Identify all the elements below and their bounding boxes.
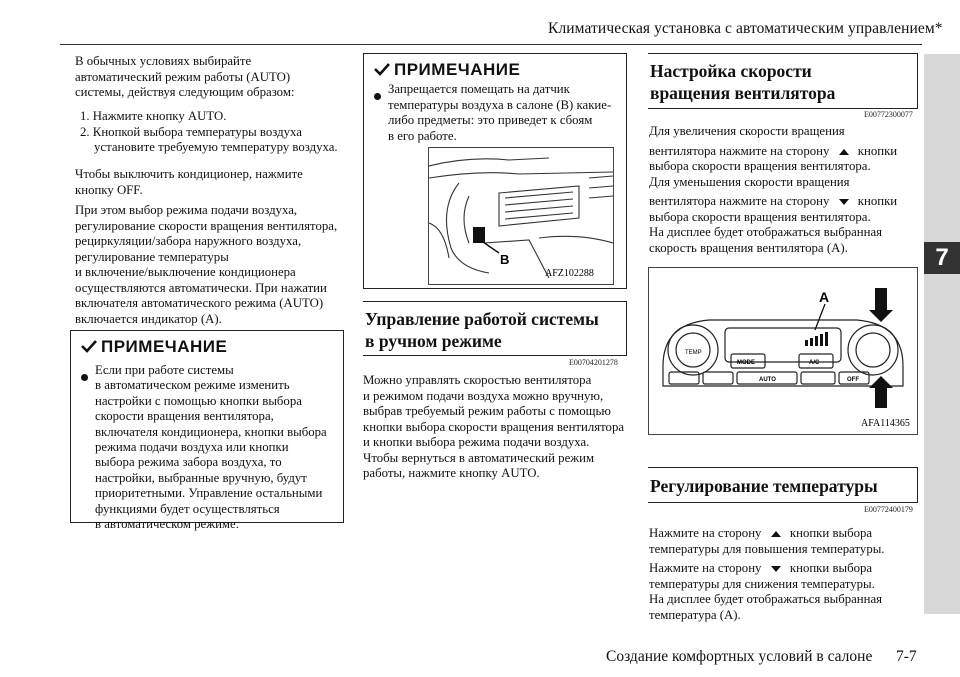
note-bullet <box>374 87 381 105</box>
title-line: Настройка скорости <box>650 61 812 81</box>
section-title: Регулирование температуры <box>650 476 878 496</box>
note-box-sensor <box>363 53 627 289</box>
mode-label: MODE <box>737 360 755 366</box>
text-line: Запрещается помещать на датчик <box>388 82 570 96</box>
text-line: температура (A). <box>649 607 741 622</box>
text-line: выбора скорости вращения вентилятора. <box>649 209 871 224</box>
title-line: вращения вентилятора <box>650 83 836 103</box>
note-bullet <box>81 368 88 386</box>
text-line: Можно управлять скоростью вентилятора <box>363 373 592 387</box>
intro-paragraph <box>75 54 294 101</box>
text-line-with-icon: вентилятора нажмите на сторону кнопки <box>649 143 898 158</box>
temp-paragraph <box>649 526 885 623</box>
figure-code: AFZ102288 <box>545 268 594 279</box>
step-1: 1. Нажмите кнопку AUTO. <box>80 109 227 123</box>
side-tab <box>924 54 960 614</box>
off-label: OFF <box>847 377 859 383</box>
text-line: Для увеличения скорости вращения <box>649 124 845 138</box>
down-arrow-icon <box>839 194 849 208</box>
text-line: работы, нажмите кнопку AUTO. <box>363 466 540 480</box>
text-line: выбрав требуемый режим работы с помощью <box>363 404 611 418</box>
section-title <box>650 60 835 104</box>
steps-list <box>80 109 338 156</box>
control-panel-figure <box>648 267 918 435</box>
auto-paragraph <box>75 203 337 327</box>
section-header-temp <box>648 467 918 503</box>
text-line: На дисплее будет отображаться выбранная <box>649 592 883 606</box>
footer-section-name: Создание комфортных условий в салоне <box>606 648 873 665</box>
text-line-with-icon: вентилятора нажмите на сторону кнопки <box>649 194 898 208</box>
text-line: рециркуляции/забора наружного воздуха, <box>75 234 302 248</box>
text-line: включается индикатор (A). <box>75 311 222 326</box>
text-line: кнопки выбора скорости вращения вентилятора <box>363 419 625 434</box>
section-code: E00704201278 <box>569 358 618 367</box>
note-check-icon <box>374 62 390 81</box>
text-line: скорости вращения вентилятора, <box>95 409 274 424</box>
title-line: в ручном режиме <box>365 331 502 351</box>
header-rule <box>60 44 922 45</box>
figure-marker-a: A <box>819 289 830 305</box>
note-text <box>388 82 611 144</box>
text-line: В обычных условиях выбирайте <box>75 54 252 68</box>
text-line: включателя кондиционера, кнопки выбора <box>95 424 327 439</box>
text-line-with-icon: Нажмите на сторону кнопки выбора <box>649 561 873 575</box>
text-line: либо предметы: это приведет к сбоям <box>388 113 593 127</box>
section-code: E00772400179 <box>864 505 913 514</box>
text-line: регулирование температуры <box>75 249 229 264</box>
sensor-figure <box>428 147 614 285</box>
text-line: и режимом подачи воздуха можно вручную, <box>363 388 604 403</box>
text-line: выбора скорости вращения вентилятора. <box>649 159 871 173</box>
section-header-fan <box>648 53 918 109</box>
fan-paragraph <box>649 124 897 256</box>
down-arrow-icon <box>771 561 781 575</box>
manual-paragraph <box>363 373 624 482</box>
dashboard-illustration <box>429 148 613 284</box>
ac-label: A/C <box>809 360 820 366</box>
text-line: функциями будет осуществляться <box>95 501 280 516</box>
page-number: 7-7 <box>896 648 917 665</box>
section-code: E00772300077 <box>864 110 913 119</box>
temp-label: TEMP <box>685 350 702 356</box>
note-check-icon <box>81 339 97 358</box>
step-2: 2. Кнопкой выбора температуры воздуха <box>80 124 302 139</box>
figure-marker-b: B <box>500 252 510 267</box>
text-line: и включение/выключение кондиционера <box>75 265 296 279</box>
auto-label: AUTO <box>759 377 776 383</box>
text-line: осуществляются автоматически. При нажатии <box>75 280 327 295</box>
chapter-number: 7 <box>924 242 960 274</box>
text-line: включателя автоматического режима (AUTO) <box>75 296 324 310</box>
note-heading: ПРИМЕЧАНИЕ <box>101 337 228 356</box>
text-line: в автоматическом режиме изменить <box>95 378 290 393</box>
text-line: При этом выбор режима подачи воздуха, <box>75 203 298 217</box>
text-line: температуры воздуха в салоне (B) какие- <box>388 97 612 112</box>
up-arrow-icon <box>839 144 849 158</box>
text-line: Чтобы вернуться в автоматический режим <box>363 450 595 465</box>
section-title <box>365 308 599 352</box>
climate-panel-illustration <box>649 268 917 434</box>
off-paragraph <box>75 167 303 198</box>
text-line: настройки, выбранные вручную, будут <box>95 470 307 485</box>
section-header-manual <box>363 301 627 356</box>
text-line: Чтобы выключить кондиционер, нажмите <box>75 167 303 181</box>
note-box <box>70 330 344 532</box>
text-line: температуры для снижения температуры. <box>649 576 875 591</box>
text-line: кнопку OFF. <box>75 182 143 197</box>
text-line: настройки с помощью кнопки выбора <box>95 393 302 408</box>
note-text <box>95 363 327 532</box>
figure-code: AFA114365 <box>861 418 910 429</box>
text-line: системы, действуя следующим образом: <box>75 85 295 99</box>
step-2-cont: установите требуемую температуру воздуха. <box>94 140 338 154</box>
note-heading: ПРИМЕЧАНИЕ <box>394 60 521 79</box>
text-line-with-icon: Нажмите на сторону кнопки выбора <box>649 526 873 540</box>
text-line: температуры для повышения температуры. <box>649 541 885 556</box>
text-line: режима подачи воздуха или кнопки <box>95 440 289 455</box>
text-line: выбора режима забора воздуха, то <box>95 455 282 470</box>
up-arrow-icon <box>771 526 781 540</box>
text-line: Если при работе системы <box>95 363 234 377</box>
text-line: в его работе. <box>388 128 457 143</box>
text-line: и кнопки выбора режима подачи воздуха. <box>363 435 590 449</box>
title-line: Управление работой системы <box>365 309 599 329</box>
text-line: в автоматическом режиме. <box>95 517 239 532</box>
page-header-title: Климатическая установка с автоматическим управлением* <box>548 20 943 37</box>
text-line: На дисплее будет отображаться выбранная <box>649 225 883 239</box>
text-line: скорость вращения вентилятора (A). <box>649 240 848 255</box>
text-line: регулирование скорости вращения вентилятора, <box>75 218 338 233</box>
text-line: Для уменьшения скорости вращения <box>649 174 850 189</box>
text-line: автоматический режим работы (AUTO) <box>75 69 291 84</box>
text-line: приоритетными. Управление остальными <box>95 486 323 501</box>
